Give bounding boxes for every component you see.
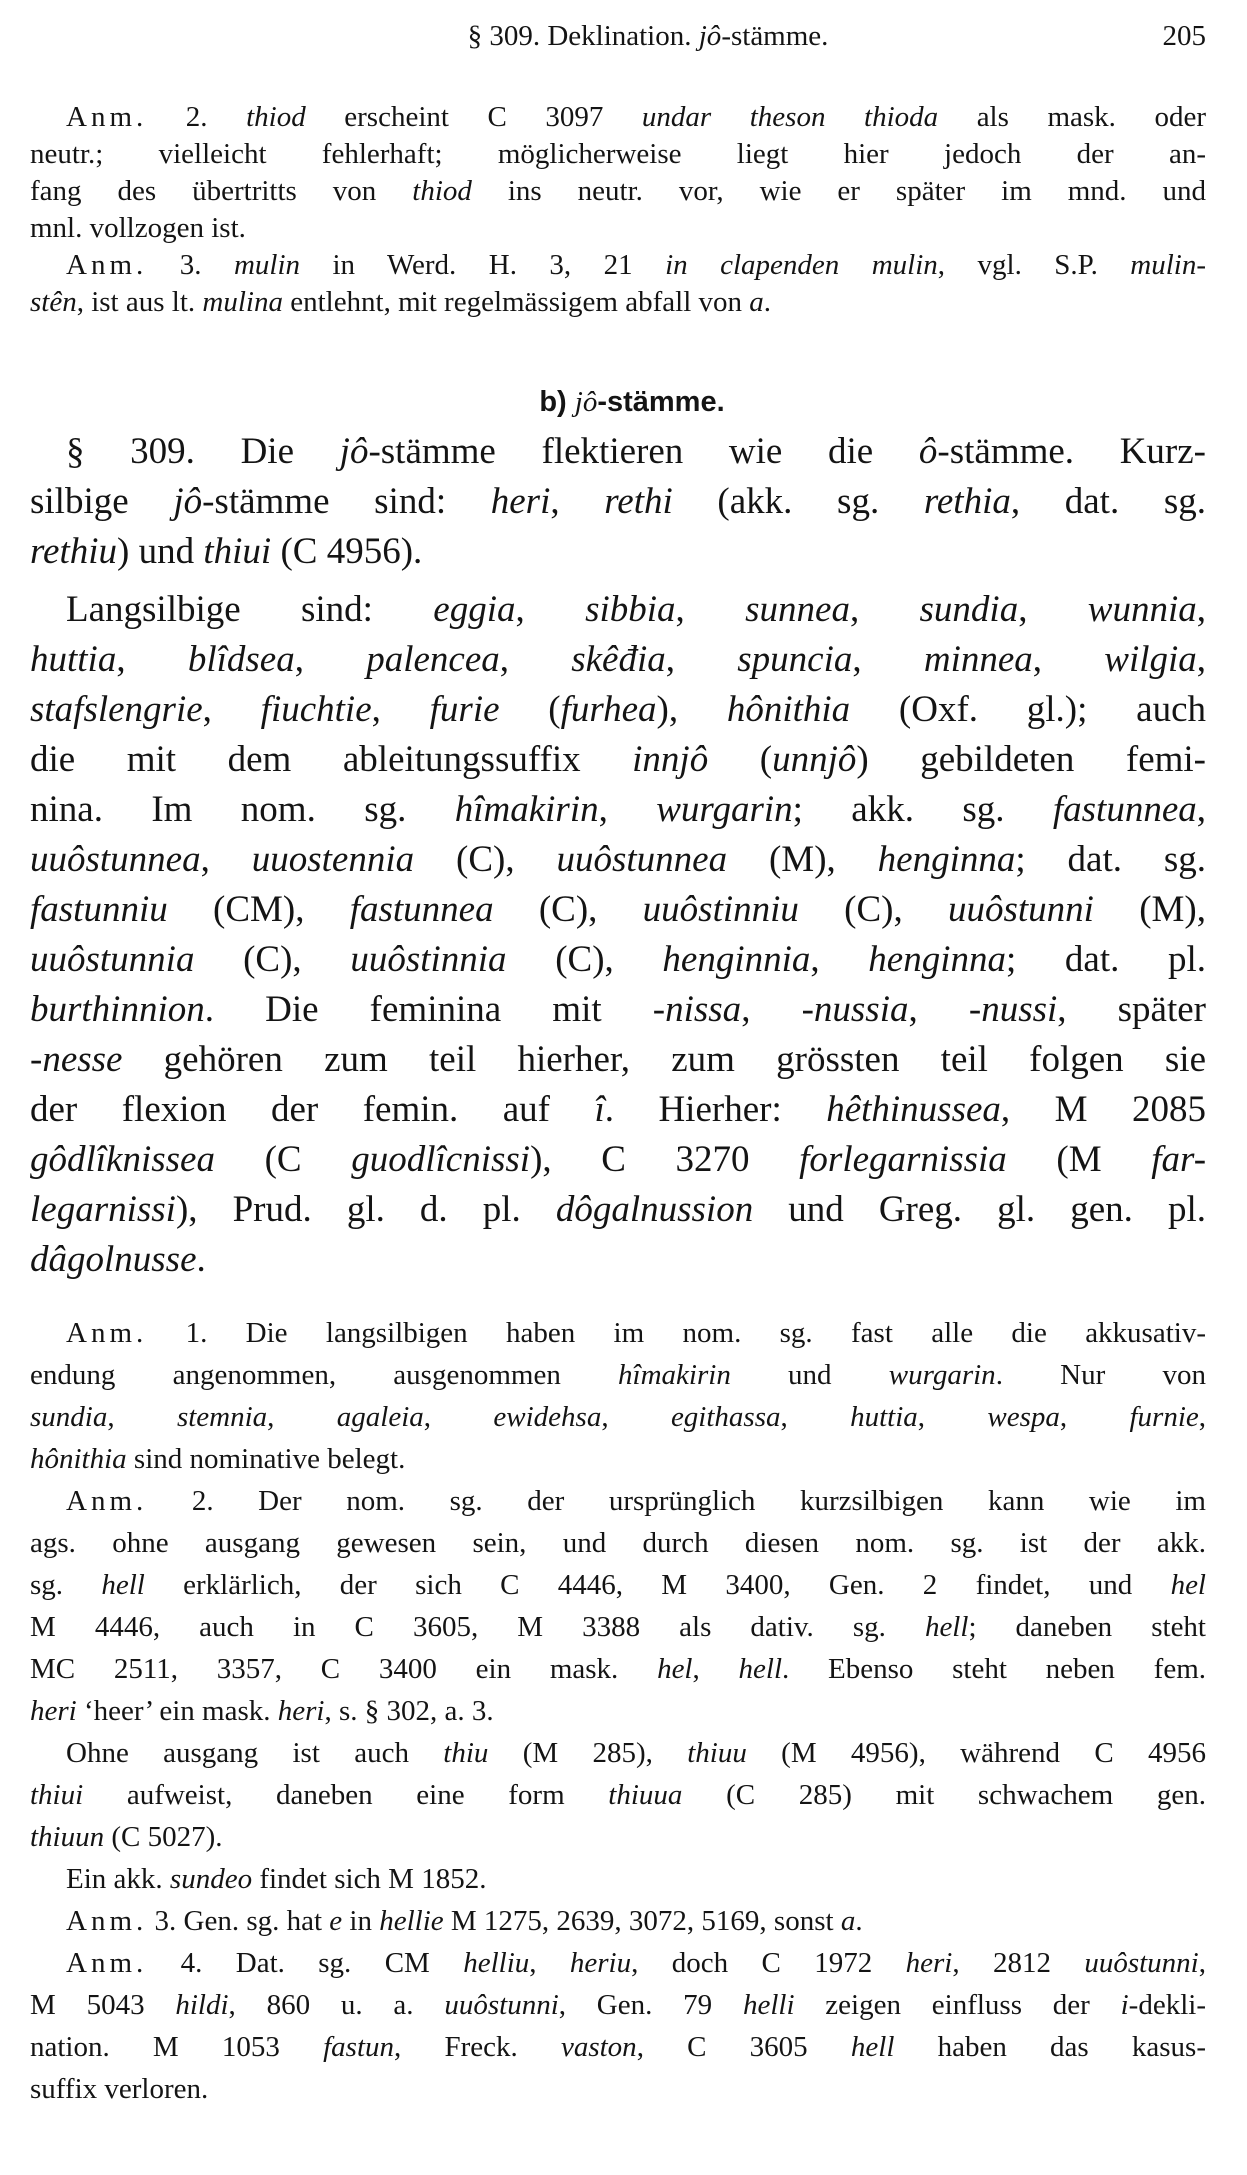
text-run: , — [741, 989, 802, 1030]
text-run: . — [196, 1239, 206, 1280]
text-run: ), Prud. gl. d. pl. — [175, 1189, 556, 1230]
italic-run: uuôstunnia — [30, 939, 195, 980]
text-run: (C), — [798, 889, 948, 930]
text-run: (C — [214, 1139, 352, 1180]
italic-run: spuncia — [737, 639, 853, 680]
text-run: , M 2085 — [1000, 1089, 1206, 1130]
italic-run: rethia — [923, 481, 1011, 522]
italic-run: fastunnea — [1052, 789, 1197, 830]
italic-run: uuôstinniu — [642, 889, 799, 930]
text-run: nina. Im nom. sg. — [30, 789, 455, 830]
text-run: 1. Die langsilbigen haben im nom. sg. fast alle die akkusativ- — [147, 1317, 1206, 1349]
text-run: suffix verloren. — [30, 2073, 209, 2105]
text-line — [30, 1606, 1206, 1648]
text-run: , — [675, 589, 746, 630]
text-run: (M 285), — [488, 1737, 688, 1769]
text-run: , doch C 1972 — [631, 1947, 906, 1979]
heading-italic: jô — [574, 386, 598, 418]
text-line — [30, 835, 1206, 885]
italic-run: helliu — [463, 1947, 530, 1979]
text-run: (M), — [1093, 889, 1206, 930]
italic-run: ô — [918, 431, 938, 472]
text-run: -stämme sind: — [202, 481, 491, 522]
italic-run: sibbia — [585, 589, 676, 630]
italic-run: hell — [738, 1653, 783, 1685]
text-run: . — [763, 286, 771, 318]
text-run: ; daneben steht — [968, 1611, 1206, 1643]
text-run: , dat. sg. — [1010, 481, 1206, 522]
text-line — [30, 99, 1206, 136]
text-run: in Werd. H. 3, 21 — [300, 249, 666, 281]
heading-text-end: -stämme. — [597, 386, 725, 418]
text-run: Ohne ausgang ist auch — [66, 1737, 444, 1769]
title-italic: jô — [698, 20, 722, 52]
italic-run: rethiu — [30, 531, 118, 572]
italic-run: heriu — [569, 1947, 632, 1979]
italic-run: thiuua — [608, 1779, 683, 1811]
top-notes — [30, 99, 1206, 321]
paragraph — [30, 1732, 1206, 1858]
italic-run: furnie — [1129, 1401, 1199, 1433]
text-run: , Freck. — [394, 2031, 561, 2063]
paragraph — [30, 1480, 1206, 1732]
page-number: 205 — [1162, 20, 1206, 52]
text-run: , — [1032, 639, 1105, 680]
title-text-end: -stämme. — [721, 20, 829, 52]
paragraph — [30, 1858, 1206, 1900]
italic-run: agaleia — [336, 1401, 424, 1433]
italic-run: hel — [657, 1653, 693, 1685]
text-line — [30, 1942, 1206, 1984]
italic-run: forlegarnissia — [799, 1139, 1007, 1180]
text-run: (M — [1006, 1139, 1152, 1180]
text-run: ; akk. sg. — [792, 789, 1053, 830]
text-run: ( — [708, 739, 773, 780]
text-run: , — [849, 589, 920, 630]
text-line — [30, 1900, 1206, 1942]
text-run: , — [1198, 1947, 1206, 1979]
text-run: erscheint C 3097 — [305, 101, 642, 133]
italic-run: palencea — [366, 639, 500, 680]
text-run: sind nominative belegt. — [126, 1443, 406, 1475]
italic-run: sundeo — [169, 1863, 253, 1895]
running-header — [30, 14, 1206, 58]
italic-run: helli — [742, 1989, 795, 2021]
text-run: , — [1059, 1401, 1130, 1433]
text-run: endung angenommen, ausgenommen — [30, 1359, 619, 1391]
text-line — [30, 136, 1206, 173]
text-run: (C 4956). — [271, 531, 423, 572]
text-run: neutr.; vielleicht fehlerhaft; möglicherweise liegt hier jedoch der an- — [30, 138, 1206, 170]
italic-run: undar theson thioda — [641, 101, 939, 133]
text-line — [30, 1858, 1206, 1900]
text-line — [30, 1690, 1206, 1732]
italic-run: hîmakirin — [618, 1359, 731, 1391]
spaced-label: Anm. — [66, 101, 148, 133]
text-run: findet sich M 1852. — [252, 1863, 487, 1895]
text-run: (C), — [414, 839, 557, 880]
text-run: , — [515, 589, 586, 630]
text-run: , — [200, 839, 252, 880]
main-text — [30, 427, 1206, 1285]
italic-run: sundia — [30, 1401, 108, 1433]
text-run: , Gen. 79 — [558, 1989, 743, 2021]
italic-run: henginnia — [662, 939, 811, 980]
italic-run: eggia — [433, 589, 516, 630]
text-run: , — [1196, 589, 1207, 630]
text-run: , — [601, 1401, 671, 1433]
text-run: . Hierher: — [604, 1089, 827, 1130]
text-run: . Nur von — [995, 1359, 1206, 1391]
text-run: mnl. vollzogen ist. — [30, 212, 246, 244]
text-run: (akk. sg. — [672, 481, 924, 522]
text-run: 3. — [147, 249, 234, 281]
text-line — [30, 1564, 1206, 1606]
italic-run: wunnia — [1087, 589, 1197, 630]
italic-run: legarnissi — [30, 1189, 176, 1230]
italic-run: burthinnion — [30, 989, 205, 1030]
text-line — [30, 210, 1206, 247]
text-run: entlehnt, mit regelmässigem abfall von — [282, 286, 750, 318]
italic-run: hônithia — [30, 1443, 127, 1475]
text-run: , — [116, 639, 188, 680]
italic-run: thiuun — [30, 1821, 105, 1853]
italic-run: guodlîcnissi — [351, 1139, 531, 1180]
text-run: , — [1018, 589, 1088, 630]
italic-run: henginna — [877, 839, 1016, 880]
text-run: . Ebenso steht neben fem. — [782, 1653, 1206, 1685]
italic-run: a — [840, 1905, 856, 1937]
italic-run: stafslengrie — [30, 689, 203, 730]
italic-run: hildi — [175, 1989, 229, 2021]
italic-run: thiui — [203, 531, 272, 572]
text-line — [30, 173, 1206, 210]
text-run: die mit dem ableitungssuffix — [30, 739, 633, 780]
italic-run: huttia — [30, 639, 117, 680]
italic-run: furhea — [560, 689, 657, 730]
italic-run: thiod — [412, 175, 472, 207]
text-line — [30, 2068, 1206, 2110]
italic-run: -nissa — [652, 989, 742, 1030]
text-line — [30, 284, 1206, 321]
text-run: ), — [656, 689, 727, 730]
italic-run: uuôstunnea — [556, 839, 728, 880]
text-run: fang des übertritts von — [30, 175, 413, 207]
italic-run: skêđia — [571, 639, 666, 680]
text-line — [30, 785, 1206, 835]
italic-run: hell — [850, 2031, 895, 2063]
text-line — [30, 1522, 1206, 1564]
italic-run: mulina — [202, 286, 283, 318]
italic-run: thiod — [246, 101, 306, 133]
text-run: sg. — [30, 1569, 102, 1601]
text-run: . Die feminina mit — [204, 989, 653, 1030]
text-run: Ein akk. — [66, 1863, 170, 1895]
text-run: , — [550, 481, 605, 522]
text-run: , — [371, 689, 430, 730]
heading-text: b) — [539, 386, 575, 418]
italic-run: far- — [1151, 1139, 1207, 1180]
spaced-label: Anm. — [66, 1485, 148, 1517]
text-line — [30, 885, 1206, 935]
paragraph — [30, 427, 1206, 577]
text-run: , — [908, 989, 969, 1030]
text-run: , — [499, 639, 572, 680]
text-run: gehören zum teil hierher, zum grössten teil folgen sie — [122, 1039, 1206, 1080]
text-run: aufweist, daneben eine form — [83, 1779, 609, 1811]
text-run: , — [692, 1653, 739, 1685]
text-run: (C), — [506, 939, 663, 980]
italic-run: uuôstunni — [444, 1989, 559, 2021]
italic-run: î — [594, 1089, 605, 1130]
italic-run: wurgarin — [888, 1359, 996, 1391]
text-run: (C 5027). — [104, 1821, 223, 1853]
italic-run: thiu — [443, 1737, 489, 1769]
italic-run: unnjô — [772, 739, 857, 780]
text-run: als mask. oder — [938, 101, 1206, 133]
text-run: ), C 3270 — [530, 1139, 800, 1180]
text-line — [30, 1648, 1206, 1690]
text-run: , — [267, 1401, 337, 1433]
italic-run: e — [329, 1905, 343, 1937]
italic-run: blîdsea — [187, 639, 295, 680]
text-run: M 5043 — [30, 1989, 176, 2021]
italic-run: gôdlîknissea — [30, 1139, 215, 1180]
text-run: und — [730, 1359, 889, 1391]
text-run: 4. Dat. sg. CM — [147, 1947, 464, 1979]
italic-run: dâgolnusse — [30, 1239, 197, 1280]
text-run: -stämme. Kurz- — [937, 431, 1206, 472]
text-line — [30, 585, 1206, 635]
text-run: ) und — [117, 531, 204, 572]
text-line — [30, 935, 1206, 985]
text-line — [30, 1085, 1206, 1135]
text-line — [30, 1135, 1206, 1185]
italic-run: uuostennia — [251, 839, 415, 880]
italic-run: hîmakirin — [454, 789, 599, 830]
text-run: , 2812 — [952, 1947, 1085, 1979]
spaced-label: Anm. — [66, 1947, 148, 1979]
paragraph — [30, 1900, 1206, 1942]
text-line — [30, 2026, 1206, 2068]
section-heading — [30, 380, 1206, 424]
italic-run: jô — [173, 481, 203, 522]
italic-run: vaston — [560, 2031, 637, 2063]
italic-run: i — [1120, 1989, 1129, 2021]
text-line — [30, 985, 1206, 1035]
text-run: und Greg. gl. gen. pl. — [753, 1189, 1206, 1230]
italic-run: rethi — [604, 481, 673, 522]
text-run: -dekli- — [1128, 1989, 1206, 2021]
italic-run: innjô — [632, 739, 709, 780]
italic-run: fiuchtie — [260, 689, 372, 730]
italic-run: dôgalnussion — [555, 1189, 754, 1230]
italic-run: mulin — [233, 249, 300, 281]
text-run: ‘heer’ ein mask. — [76, 1695, 278, 1727]
italic-run: furie — [429, 689, 500, 730]
italic-run: -nussi — [968, 989, 1058, 1030]
spaced-label: Anm. — [66, 249, 148, 281]
spaced-label: Anm. — [66, 1317, 148, 1349]
text-run: 3. Gen. sg. hat — [147, 1905, 330, 1937]
italic-run: hêthinussea — [826, 1089, 1001, 1130]
italic-run: wespa — [987, 1401, 1060, 1433]
italic-run: minnea — [923, 639, 1033, 680]
text-run: § 309. Die — [66, 431, 340, 472]
text-run: , ist aus lt. — [76, 286, 203, 318]
text-run: , — [529, 1947, 570, 1979]
italic-run: hônithia — [726, 689, 851, 730]
text-run: , — [294, 639, 367, 680]
text-run: silbige — [30, 481, 174, 522]
text-run: , s. § 302, a. 3. — [324, 1695, 494, 1727]
paragraph — [30, 1942, 1206, 2110]
italic-run: hell — [924, 1611, 969, 1643]
italic-run: a — [749, 286, 764, 318]
running-title — [30, 14, 1206, 58]
text-line — [30, 527, 1206, 577]
italic-run: heri — [277, 1695, 325, 1727]
text-line — [30, 1235, 1206, 1285]
italic-run: -nussia — [801, 989, 909, 1030]
italic-run: egithassa — [670, 1401, 781, 1433]
text-run: ( — [499, 689, 561, 730]
italic-run: jô — [339, 431, 369, 472]
text-line — [30, 735, 1206, 785]
paragraph — [30, 585, 1206, 1285]
text-run: Langsilbige sind: — [66, 589, 434, 630]
italic-run: stên — [30, 286, 77, 318]
text-run: (M), — [727, 839, 878, 880]
paragraph — [30, 99, 1206, 247]
italic-run: fastun — [323, 2031, 395, 2063]
italic-run: -nesse — [30, 1039, 123, 1080]
text-run: (M 4956), während C 4956 — [746, 1737, 1206, 1769]
italic-run: uuôstunni — [1084, 1947, 1199, 1979]
paragraph — [30, 1312, 1206, 1480]
text-run: , 860 u. a. — [228, 1989, 445, 2021]
text-line — [30, 1312, 1206, 1354]
text-line — [30, 1438, 1206, 1480]
text-run: , später — [1057, 989, 1207, 1030]
text-line — [30, 1480, 1206, 1522]
text-run: M 4446, auch in C 3605, M 3388 als dativ. sg. — [30, 1611, 925, 1643]
text-line — [30, 247, 1206, 284]
text-run: , — [852, 639, 924, 680]
text-run: MC 2511, 3357, C 3400 ein mask. — [30, 1653, 658, 1685]
text-run: , — [1198, 1401, 1207, 1433]
text-run: haben das kasus- — [894, 2031, 1206, 2063]
text-line — [30, 1816, 1206, 1858]
italic-run: wilgia — [1104, 639, 1197, 680]
text-line — [30, 1732, 1206, 1774]
text-run: (C), — [194, 939, 351, 980]
text-line — [30, 1396, 1206, 1438]
title-text: § 309. Deklination. — [467, 20, 699, 52]
text-run: , — [810, 939, 869, 980]
text-run: (C), — [493, 889, 643, 930]
text-line — [30, 477, 1206, 527]
text-run: , C 3605 — [636, 2031, 851, 2063]
italic-run: fastunniu — [30, 889, 168, 930]
text-run: , — [1196, 639, 1207, 680]
text-run: M 1275, 2639, 3072, 5169, sonst — [443, 1905, 841, 1937]
italic-run: heri — [905, 1947, 953, 1979]
spaced-label: Anm. — [66, 1905, 148, 1937]
italic-run: hellie — [379, 1905, 444, 1937]
bottom-notes — [30, 1312, 1206, 2110]
text-run: . — [855, 1905, 863, 1937]
italic-run: mulin- — [1130, 249, 1206, 281]
italic-run: thiuu — [687, 1737, 747, 1769]
italic-run: uuôstunni — [947, 889, 1094, 930]
italic-run: wurgarin — [656, 789, 793, 830]
italic-run: hell — [101, 1569, 145, 1601]
italic-run: huttia — [850, 1401, 918, 1433]
italic-run: stemnia — [176, 1401, 268, 1433]
text-line — [30, 635, 1206, 685]
text-run: , — [107, 1401, 177, 1433]
text-run: der flexion der femin. auf — [30, 1089, 595, 1130]
text-run: 2. Der nom. sg. der ursprünglich kurzsilbigen kann wie im — [147, 1485, 1206, 1517]
italic-run: uuôstunnea — [30, 839, 201, 880]
text-run: , — [917, 1401, 988, 1433]
text-run: -stämme flektieren wie die — [368, 431, 919, 472]
text-run: (Oxf. gl.); auch — [850, 689, 1206, 730]
text-run: , — [1196, 789, 1207, 830]
italic-run: fastunnea — [349, 889, 494, 930]
text-line — [30, 427, 1206, 477]
text-run: ins neutr. vor, wie er später im mnd. und — [471, 175, 1206, 207]
text-run: 2. — [147, 101, 247, 133]
text-run: ; dat. pl. — [1005, 939, 1207, 980]
text-run: , — [665, 639, 738, 680]
text-line — [30, 1774, 1206, 1816]
text-run: zeigen einfluss der — [794, 1989, 1121, 2021]
text-run: , — [598, 789, 657, 830]
text-run: ) gebildeten femi- — [856, 739, 1206, 780]
italic-run: sunnea — [745, 589, 850, 630]
text-run: nation. M 1053 — [30, 2031, 324, 2063]
text-line — [30, 1984, 1206, 2026]
italic-run: sundia — [919, 589, 1019, 630]
italic-run: hel — [1170, 1569, 1206, 1601]
text-run: (CM), — [167, 889, 350, 930]
text-run: , — [202, 689, 261, 730]
text-run: ; dat. sg. — [1015, 839, 1207, 880]
italic-run: uuôstinnia — [350, 939, 507, 980]
text-run: , vgl. S.P. — [937, 249, 1131, 281]
text-run: (C 285) mit schwachem gen. — [682, 1779, 1206, 1811]
text-line — [30, 1185, 1206, 1235]
text-line — [30, 1354, 1206, 1396]
text-run: , — [780, 1401, 851, 1433]
italic-run: heri — [30, 1695, 77, 1727]
text-run: , — [423, 1401, 494, 1433]
italic-run: henginna — [868, 939, 1006, 980]
italic-run: in clapenden mulin — [665, 249, 938, 281]
paragraph — [30, 247, 1206, 321]
text-run: in — [342, 1905, 380, 1937]
text-line — [30, 685, 1206, 735]
italic-run: thiui — [30, 1779, 84, 1811]
text-line — [30, 1035, 1206, 1085]
italic-run: heri — [490, 481, 551, 522]
italic-run: ewidehsa — [493, 1401, 602, 1433]
text-run: ags. ohne ausgang gewesen sein, und durch diesen nom. sg. ist der akk. — [30, 1527, 1206, 1559]
text-run: erklärlich, der sich C 4446, M 3400, Gen. 2 findet, und — [144, 1569, 1171, 1601]
